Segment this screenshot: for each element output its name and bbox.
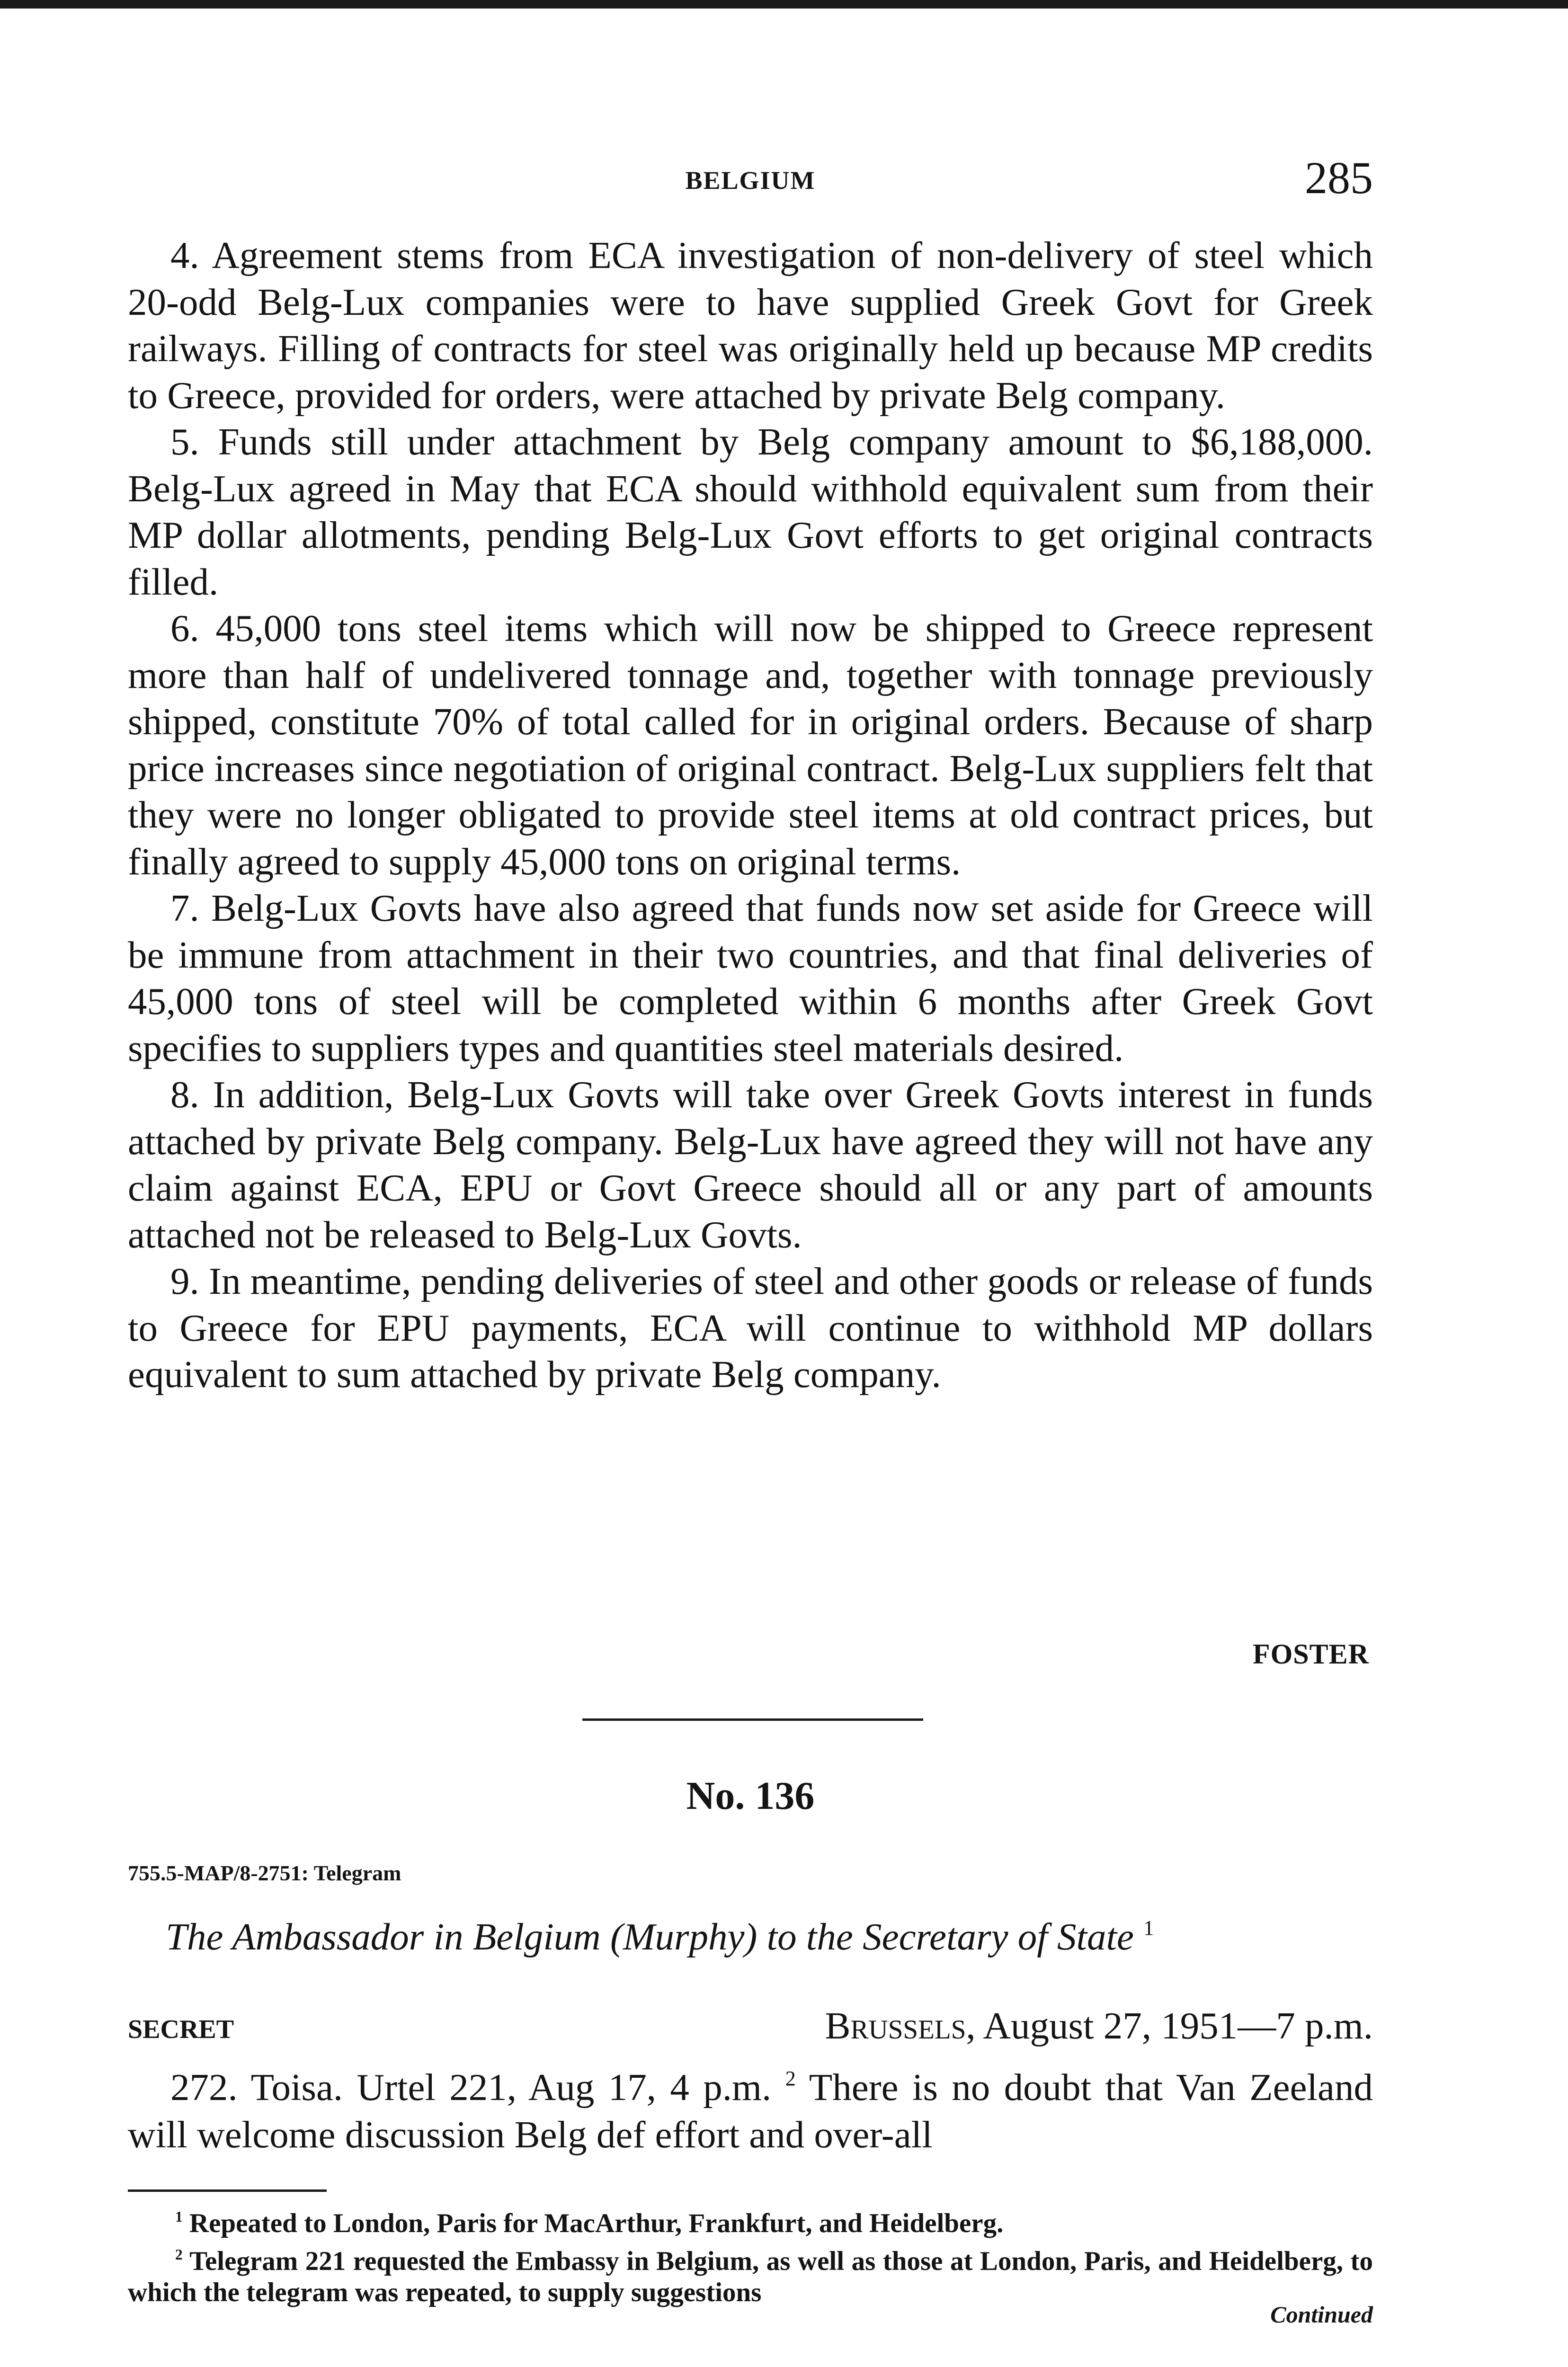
footnote-2-mark: 2: [175, 2246, 183, 2263]
telegram-body-rest: There is no doubt that Van Zeeland will welcome discussion Belg def effort and over-all: [128, 2066, 1373, 2156]
footnote-1: [128, 2201, 1373, 2239]
telegram-body-start: 272. Toisa. Urtel 221, Aug 17, 4 p.m.: [170, 2066, 772, 2109]
footnote-rule: [128, 2189, 327, 2192]
classification: SECRET: [128, 2015, 234, 2044]
paragraph-8: 8. In addition, Belg-Lux Govts will take over Greek Govts interest in funds attached by private Belg company. Belg-Lux have agreed they will not have any claim against ECA, EPU or Govt Greece should all or any part of amounts attached not be released to Belg-Lux Govts.: [128, 1073, 1373, 1256]
page-number: 285: [1305, 152, 1373, 203]
footnotes: [128, 2201, 1373, 2308]
footnote-1-mark: 1: [175, 2208, 183, 2225]
footnote-2: [128, 2239, 1373, 2308]
footnote-2-text: Telegram 221 requested the Embassy in Belgium, as well as those at London, Paris, and Heidelberg, to which the telegram was repeated, to supply suggestions: [128, 2246, 1373, 2307]
paragraph-6: 6. 45,000 tons steel items which will now be shipped to Greece represent more than half of undelivered tonnage and, together with tonnage previously shipped, constitute 70% of total called for in original orders. Because of sharp price increases since negotiation of original contract. Belg-Lux suppliers felt that they were no longer obligated to provide steel items at old contract prices, but finally agreed to supply 45,000 tons on original terms.: [128, 607, 1373, 883]
file-reference: 755.5-MAP/8-2751: Telegram: [128, 1861, 401, 1885]
continued-label: Continued: [1270, 2301, 1373, 2328]
heading-footnote-mark: 1: [1143, 1915, 1154, 1940]
page: [128, 0, 1373, 2367]
paragraph-5: 5. Funds still under attachment by Belg company amount to $6,188,000. Belg-Lux agreed in May that ECA should withhold equivalent sum from their MP dollar allotments, pending Belg-Lux Govt efforts to get original contracts filled.: [128, 420, 1373, 603]
date: August 27, 1951—7 p.m.: [983, 2004, 1373, 2047]
document-number: No. 136: [686, 1774, 815, 1818]
paragraph-9: 9. In meantime, pending deliveries of steel and other goods or release of funds to Greece for EPU payments, ECA will continue to withhold MP dollars equivalent to sum attached by private Belg company.: [128, 1260, 1373, 1396]
place: Brussels,: [825, 2004, 976, 2047]
paragraph-4: 4. Agreement stems from ECA investigation of non-delivery of steel which 20-odd Belg-Lux companies were to have supplied Greek Govt for Greek railways. Filling of contracts for steel was originally held up because MP credits to Greece, provided for orders, were attached by private Belg company.: [128, 234, 1373, 417]
telegram-body: [128, 2055, 1373, 2158]
footnote-1-text: Repeated to London, Paris for MacArthur, Frankfurt, and Heidelberg.: [189, 2208, 1004, 2238]
section-divider: [582, 1718, 923, 1721]
document-heading-text: The Ambassador in Belgium (Murphy) to the Secretary of State: [166, 1915, 1134, 1958]
running-head: [128, 151, 1373, 204]
document-heading: [166, 1915, 1154, 1959]
running-title: BELGIUM: [685, 166, 816, 195]
continued-telegram-body: [128, 232, 1373, 1398]
paragraph-7: 7. Belg-Lux Govts have also agreed that funds now set aside for Greece will be immune from attachment in their two countries, and that final deliveries of 45,000 tons of steel will be completed within 6 months after Greek Govt specifies to suppliers types and quantities steel materials desired.: [128, 887, 1373, 1069]
place-and-date: [825, 2004, 1373, 2048]
body-footnote-mark: 2: [785, 2066, 796, 2090]
signature: FOSTER: [1252, 1638, 1369, 1670]
